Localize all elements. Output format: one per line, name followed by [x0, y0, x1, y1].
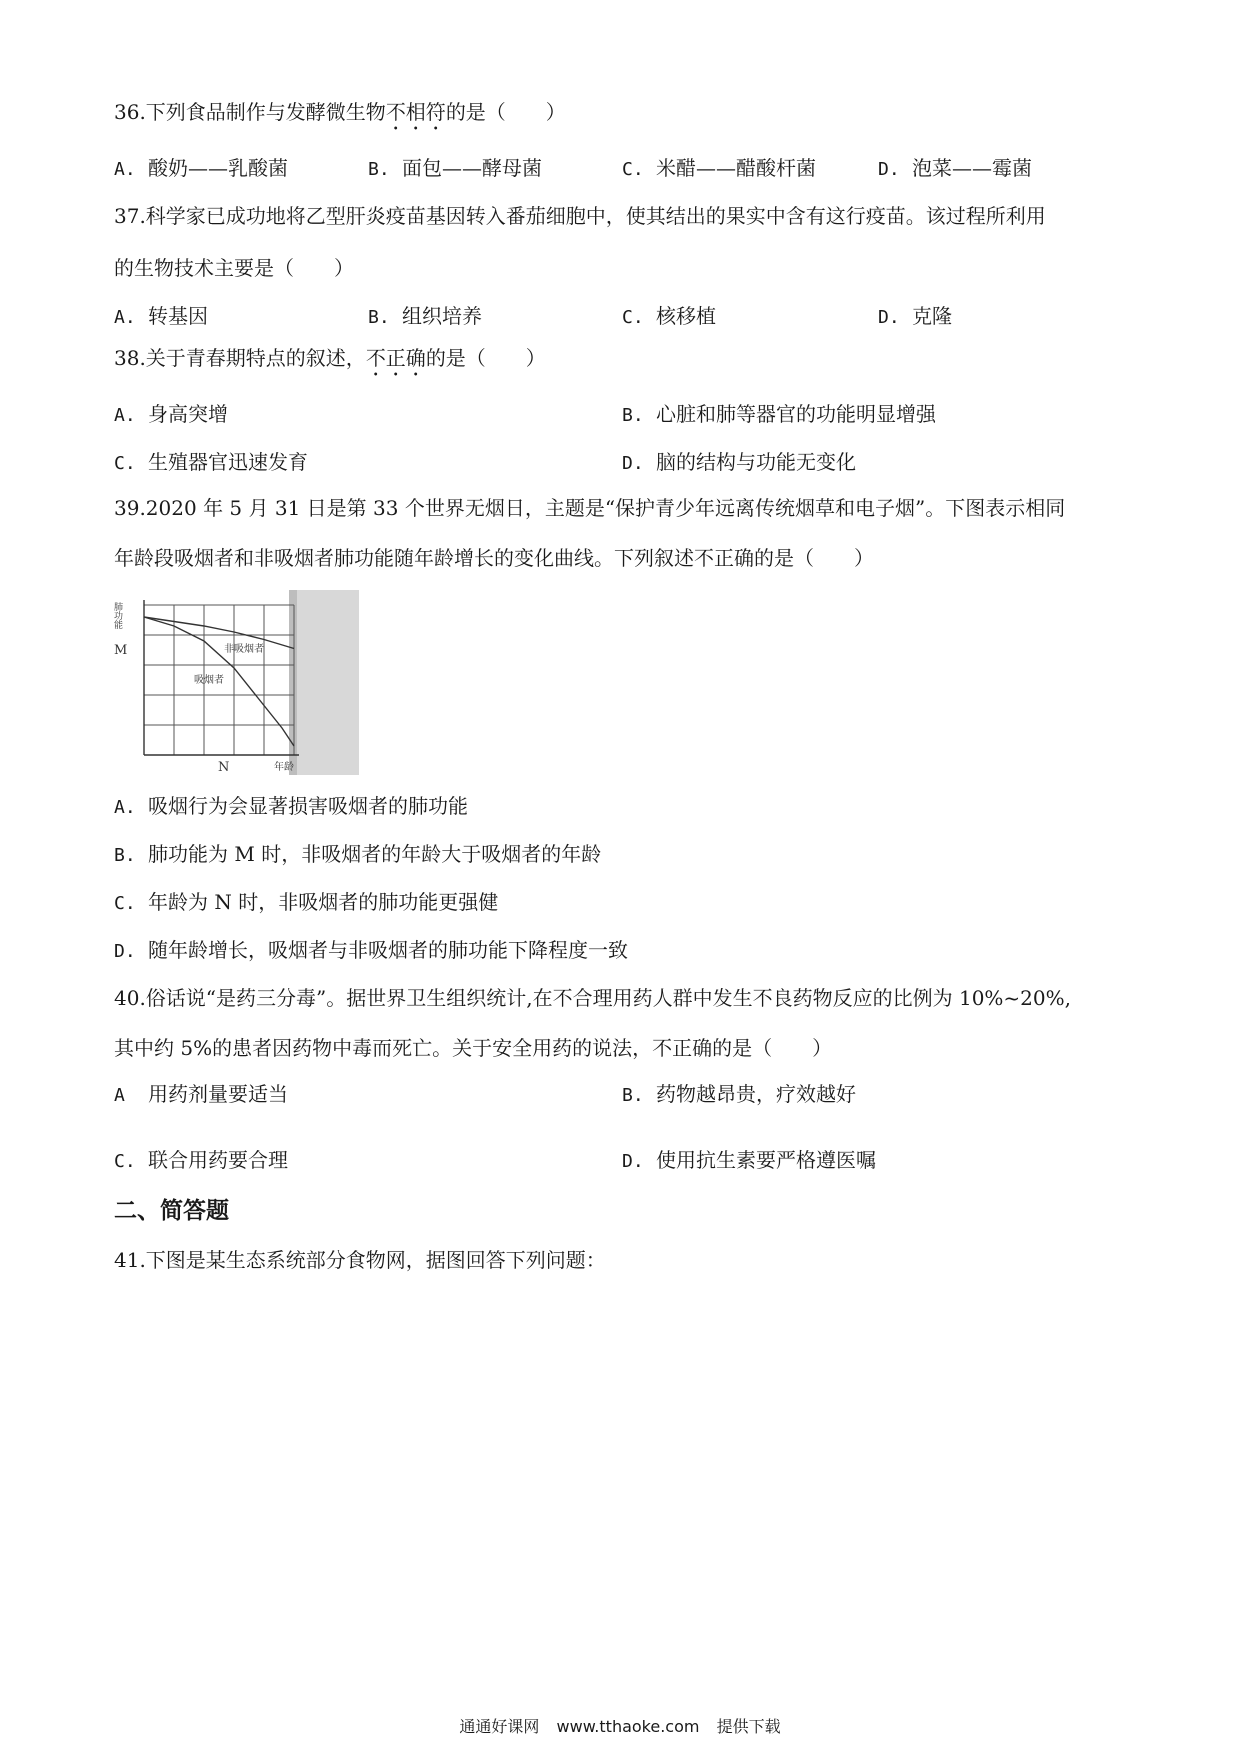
q38-option-c: C. 生殖器官迅速发育 — [114, 450, 308, 474]
q39-stem-line2: 年龄段吸烟者和非吸烟者肺功能随年龄增长的变化曲线。下列叙述不正确的是（ ） — [114, 546, 874, 570]
q36-option-a: A. 酸奶——乳酸菌 — [114, 156, 288, 180]
footer-url[interactable]: www.tthaoke.com — [556, 1717, 700, 1736]
q36-emphasis: 不相符 — [385, 100, 446, 124]
q39-option-a: A. 吸烟行为会显著损害吸烟者的肺功能 — [114, 794, 468, 818]
q40-option-b: B. 药物越昂贵，疗效越好 — [622, 1082, 856, 1106]
y-marker-m: M — [114, 643, 128, 658]
footer-site-name: 通通好课网 — [459, 1717, 540, 1736]
q36-option-b: B. 面包——酵母菌 — [368, 156, 542, 180]
footer — [0, 1714, 1240, 1737]
series-label-nonsmoker: 非吸烟者 — [224, 644, 264, 655]
q38-stem: 38.关于青春期特点的叙述，不正确的是（ ） — [114, 346, 546, 370]
q40-option-d: D. 使用抗生素要严格遵医嘱 — [622, 1148, 876, 1172]
q37-stem-line1: 37.科学家已成功地将乙型肝炎疫苗基因转入番茄细胞中，使其结出的果实中含有这行疫苗。该过程所利用 — [114, 204, 1046, 228]
q39-stem-line1: 39.2020 年 5 月 31 日是第 33 个世界无烟日，主题是“保护青少年远离传统烟草和电子烟”。下图表示相同 — [114, 496, 1066, 520]
q37-stem-line2: 的生物技术主要是（ ） — [114, 256, 354, 280]
q40-stem-line1: 40.俗话说“是药三分毒”。据世界卫生组织统计,在不合理用药人群中发生不良药物反应的比例为 10%~20%, — [114, 986, 1071, 1010]
scan-shadow — [289, 590, 359, 775]
scan-shadow-edge — [289, 590, 297, 775]
section-title: 二、简答题 — [114, 1198, 229, 1224]
q41-stem: 41.下图是某生态系统部分食物网，据图回答下列问题： — [114, 1248, 606, 1272]
q38-emphasis: 不正确 — [365, 346, 426, 370]
q37-option-c: C. 核移植 — [622, 304, 716, 328]
q39-option-d: D. 随年龄增长，吸烟者与非吸烟者的肺功能下降程度一致 — [114, 938, 628, 962]
q39-option-b: B. 肺功能为 M 时，非吸烟者的年龄大于吸烟者的年龄 — [114, 842, 602, 866]
q40-option-c: C. 联合用药要合理 — [114, 1148, 288, 1172]
q37-option-b: B. 组织培养 — [368, 304, 482, 328]
q38-option-d: D. 脑的结构与功能无变化 — [622, 450, 856, 474]
lung-function-chart — [114, 590, 359, 775]
q39-option-c: C. 年龄为 N 时，非吸烟者的肺功能更强健 — [114, 890, 499, 914]
series-line-nonsmoker — [144, 617, 294, 649]
q36-option-d: D. 泡菜——霉菌 — [878, 156, 1032, 180]
q37-option-a: A. 转基因 — [114, 304, 208, 328]
x-marker-n: N — [218, 760, 230, 775]
x-axis-label: 年龄 — [274, 762, 294, 773]
q36-option-c: C. 米醋——醋酸杆菌 — [622, 156, 816, 180]
q38-option-a: A. 身高突增 — [114, 402, 228, 426]
q40-stem-line2: 其中约 5%的患者因药物中毒而死亡。关于安全用药的说法，不正确的是（ ） — [114, 1036, 833, 1060]
q36-stem: 36.下列食品制作与发酵微生物不相符的是（ ） — [114, 100, 566, 124]
y-axis-label: 肺功能 — [112, 602, 122, 629]
q40-option-a: A 用药剂量要适当 — [114, 1082, 288, 1106]
series-label-smoker: 吸烟者 — [194, 675, 224, 686]
footer-note: 提供下载 — [716, 1717, 781, 1736]
q38-option-b: B. 心脏和肺等器官的功能明显增强 — [622, 402, 936, 426]
q37-option-d: D. 克隆 — [878, 304, 952, 328]
